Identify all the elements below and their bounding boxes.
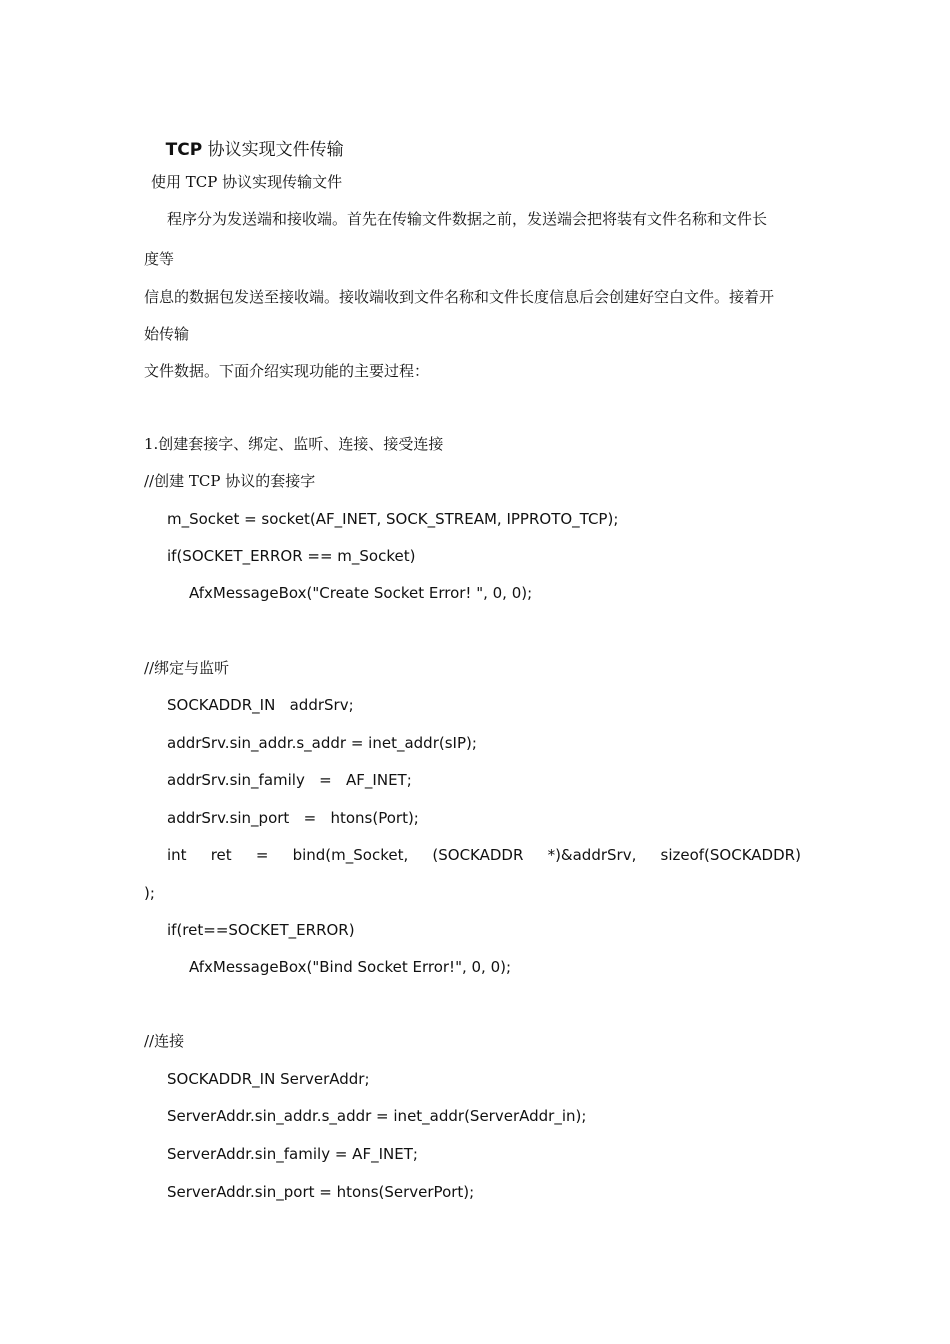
bind-token: = xyxy=(255,846,269,864)
code-line-socket: m_Socket = socket(AF_INET, SOCK_STREAM, IPPROTO_TCP); xyxy=(167,510,619,528)
paragraph-line-4: 始传输 xyxy=(144,325,190,343)
code-line-bind-call xyxy=(167,845,801,865)
subtitle: 使用 TCP 协议实现传输文件 xyxy=(151,173,343,191)
document-title xyxy=(144,120,344,180)
bind-token: int xyxy=(167,846,187,864)
code-line-serveraddr-family: ServerAddr.sin_family = AF_INET; xyxy=(167,1145,418,1163)
code-line-if-bind-error: if(ret==SOCKET_ERROR) xyxy=(167,921,355,939)
bind-token: (SOCKADDR xyxy=(432,846,524,864)
code-line-bind-call-end: ); xyxy=(144,884,155,902)
code-line-addrsrv-family: addrSrv.sin_family = AF_INET; xyxy=(167,771,412,789)
code-line-serveraddr-decl: SOCKADDR_IN ServerAddr; xyxy=(167,1070,370,1088)
code-line-addrsrv-addr: addrSrv.sin_addr.s_addr = inet_addr(sIP); xyxy=(167,734,477,752)
paragraph-line-5: 文件数据。下面介绍实现功能的主要过程： xyxy=(144,362,430,380)
comment-connect: //连接 xyxy=(144,1032,185,1050)
title-bold-part: TCP xyxy=(165,140,203,160)
code-line-addrsrv-port: addrSrv.sin_port = htons(Port); xyxy=(167,809,419,827)
code-line-if-socket-error: if(SOCKET_ERROR == m_Socket) xyxy=(167,547,416,565)
bind-token: sizeof(SOCKADDR) xyxy=(660,846,801,864)
code-line-msgbox-create: AfxMessageBox("Create Socket Error! ", 0, 0); xyxy=(189,584,533,602)
bind-token: bind(m_Socket, xyxy=(292,846,409,864)
comment-bind-listen: //绑定与监听 xyxy=(144,659,230,677)
paragraph-line-1: 程序分为发送端和接收端。首先在传输文件数据之前，发送端会把将装有文件名称和文件长 xyxy=(167,210,768,228)
comment-create-socket: //创建 TCP 协议的套接字 xyxy=(144,472,316,490)
bind-token: *)&addrSrv, xyxy=(547,846,637,864)
title-rest-part: 协议实现文件传输 xyxy=(202,140,344,160)
section-heading: 1.创建套接字、绑定、监听、连接、接受连接 xyxy=(144,435,444,453)
code-line-addrsrv-decl: SOCKADDR_IN addrSrv; xyxy=(167,696,354,714)
code-line-serveraddr-port: ServerAddr.sin_port = htons(ServerPort); xyxy=(167,1183,475,1201)
bind-token: ret xyxy=(210,846,232,864)
code-line-msgbox-bind: AfxMessageBox("Bind Socket Error!", 0, 0); xyxy=(189,958,512,976)
paragraph-line-2: 度等 xyxy=(144,250,175,268)
code-line-serveraddr-addr: ServerAddr.sin_addr.s_addr = inet_addr(ServerAddr_in); xyxy=(167,1107,587,1125)
paragraph-line-3: 信息的数据包发送至接收端。接收端收到文件名称和文件长度信息后会创建好空白文件。接着开 xyxy=(144,288,775,306)
